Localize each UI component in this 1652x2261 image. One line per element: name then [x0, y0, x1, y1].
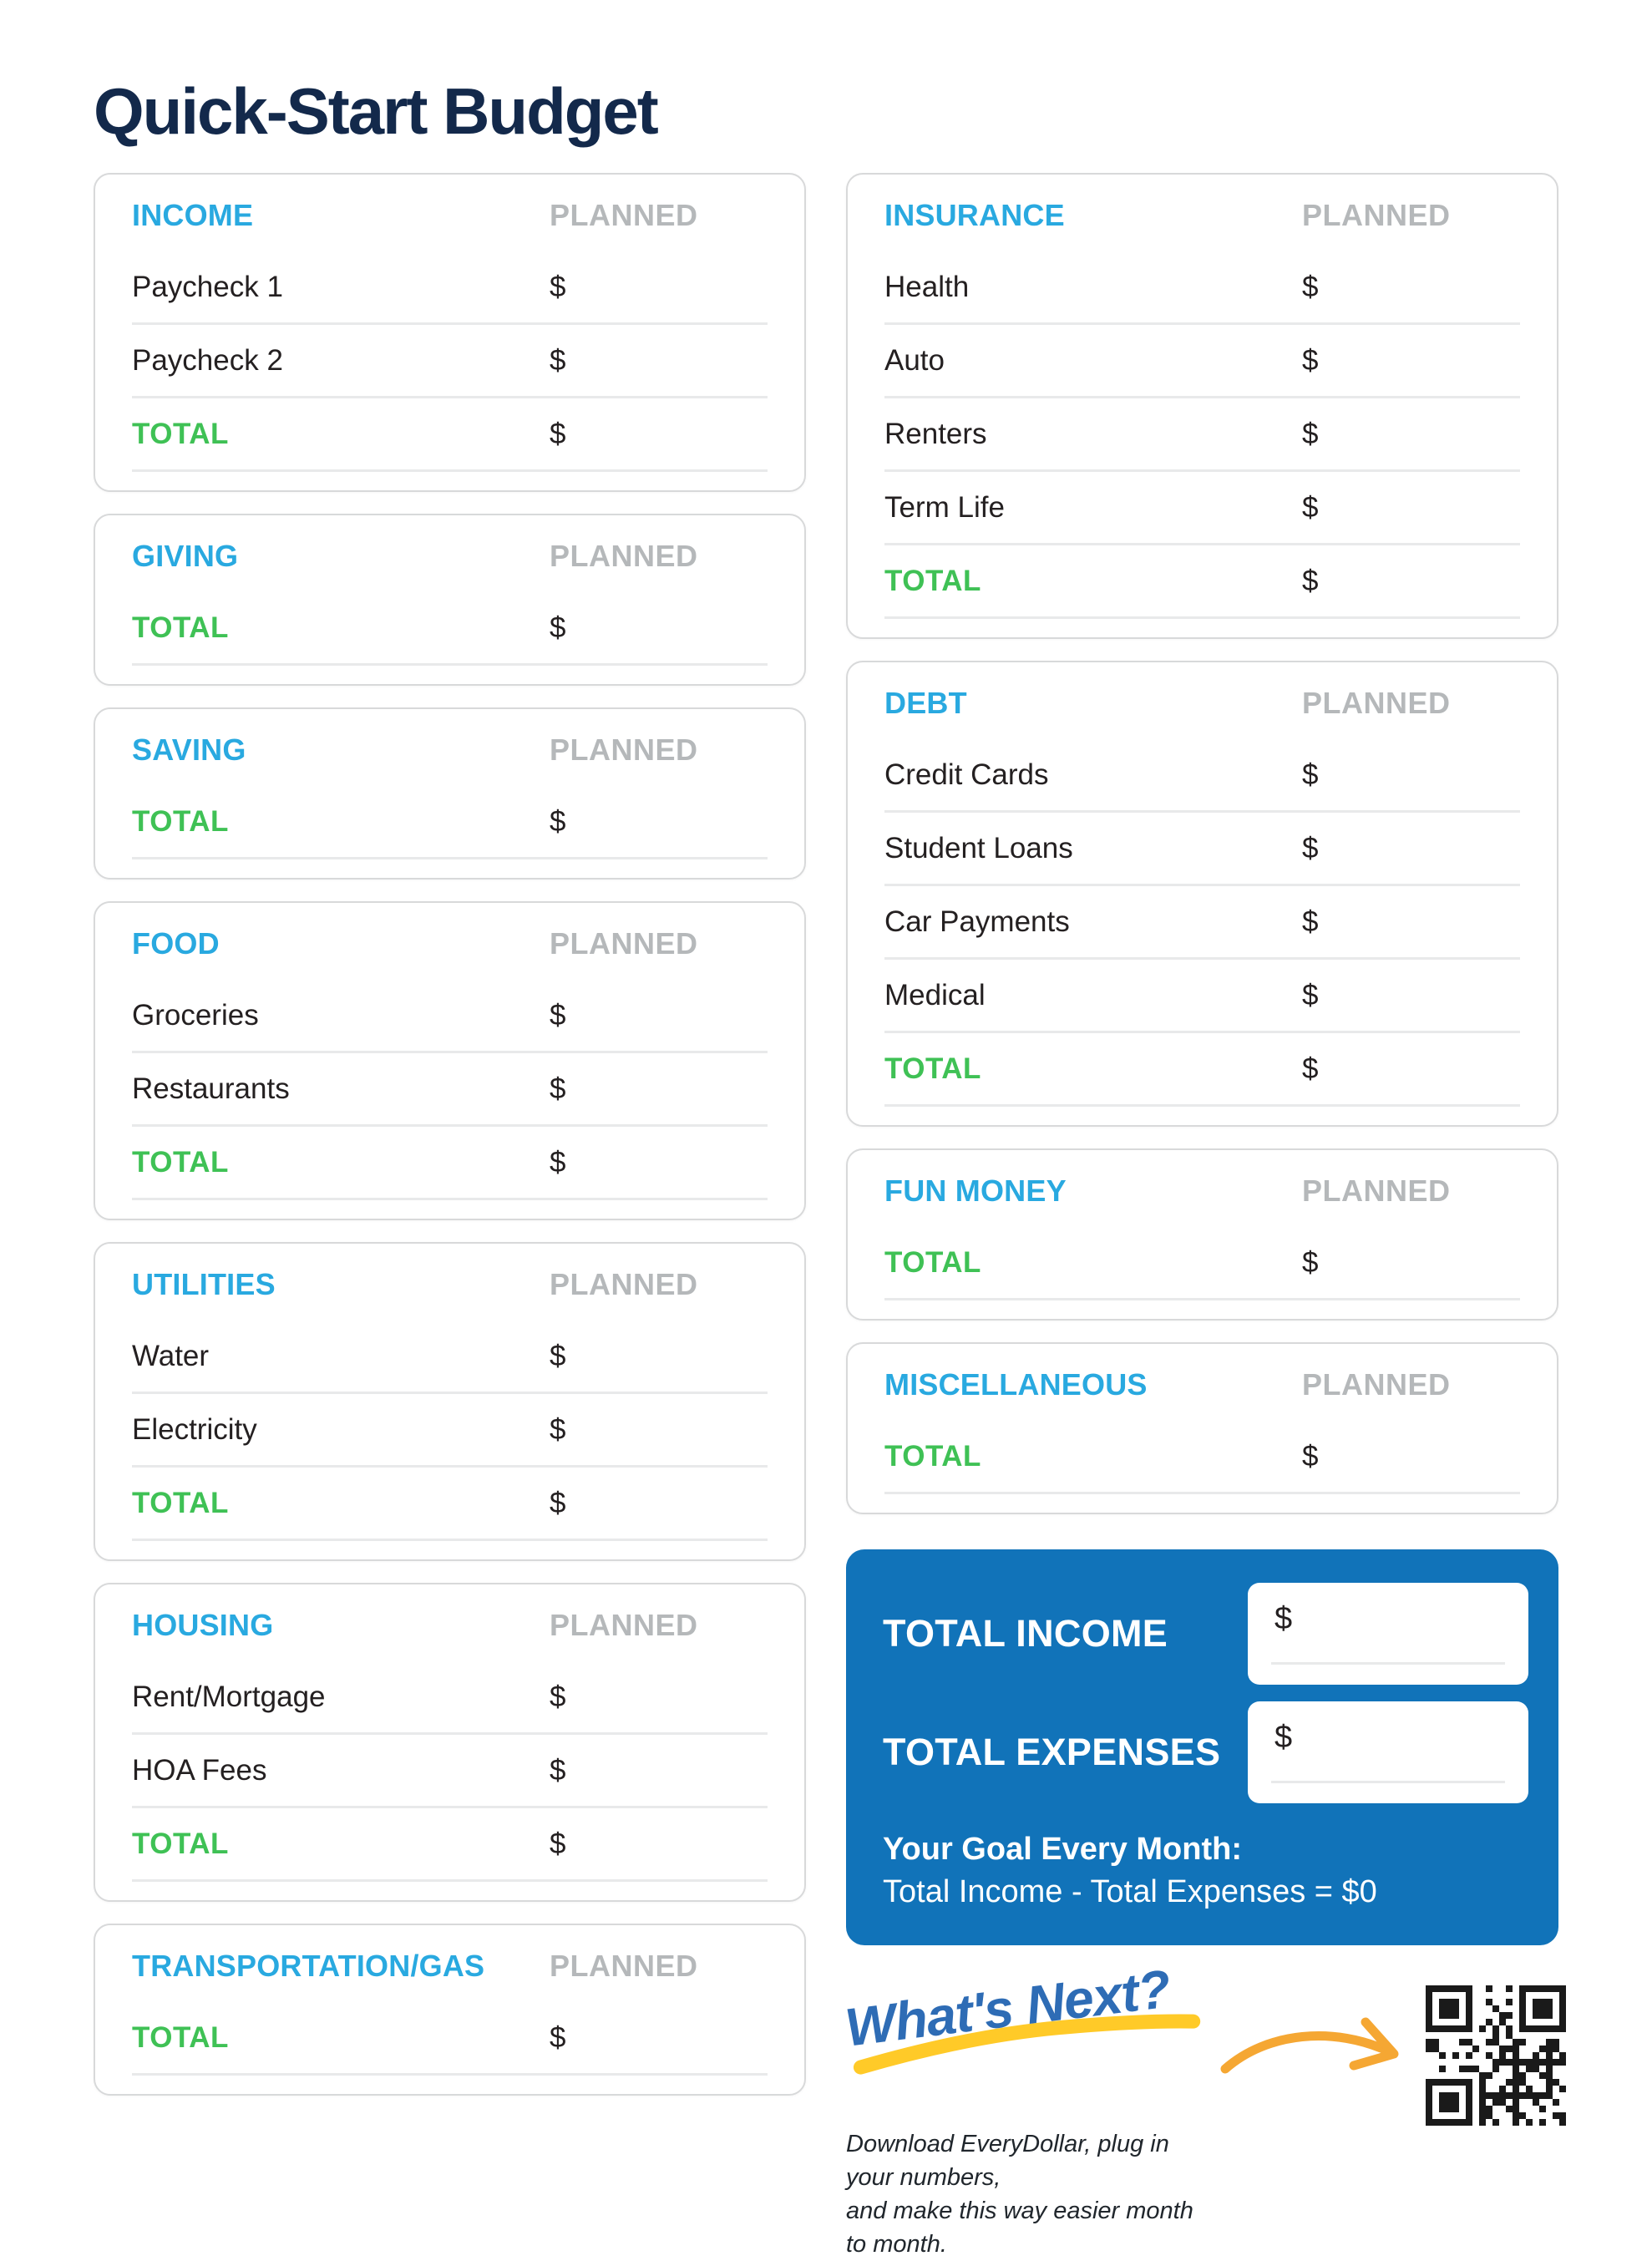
- card-title: UTILITIES: [132, 1267, 276, 1301]
- row-label: Water: [132, 1339, 210, 1372]
- row-amount-field: $: [1302, 905, 1319, 938]
- row-label: Renters: [884, 417, 987, 450]
- row-amount-field: $: [550, 1486, 566, 1519]
- planned-column-header: PLANNED: [550, 733, 698, 767]
- card-header: [132, 1949, 768, 1994]
- card-title: INSURANCE: [884, 198, 1065, 232]
- whats-next-left: [842, 1958, 1205, 2261]
- card-rows: [132, 2002, 768, 2076]
- total-expenses-row: [883, 1701, 1528, 1803]
- budget-row: [884, 251, 1520, 325]
- total-expenses-field: [1248, 1701, 1528, 1803]
- row-label: TOTAL: [884, 564, 981, 597]
- write-in-line: [1271, 1781, 1505, 1783]
- row-label: TOTAL: [132, 1827, 229, 1860]
- whats-next-text: What's Next?: [842, 1958, 1173, 2058]
- total-row: [884, 545, 1520, 619]
- card-rows: [884, 1227, 1520, 1300]
- budget-row: [884, 472, 1520, 545]
- row-amount-field: $: [550, 1680, 566, 1713]
- budget-row: [132, 1321, 768, 1394]
- row-label: Groceries: [132, 998, 259, 1032]
- budget-row: [884, 960, 1520, 1033]
- row-label: Paycheck 2: [132, 343, 283, 377]
- card-income: [94, 173, 806, 492]
- download-caption: [846, 2127, 1205, 2261]
- right-column: [842, 173, 1558, 2261]
- row-label: TOTAL: [132, 1145, 229, 1179]
- total-row: [132, 592, 768, 666]
- row-amount-field: $: [550, 1753, 566, 1787]
- row-label: Medical: [884, 978, 986, 1011]
- budget-row: [884, 739, 1520, 813]
- row-amount-field: $: [550, 1072, 566, 1105]
- row-amount-field: $: [550, 1145, 566, 1179]
- card-rows: [132, 980, 768, 1200]
- row-amount-field: $: [550, 611, 566, 644]
- goal-block: [883, 1832, 1528, 1910]
- row-label: TOTAL: [132, 2020, 229, 2054]
- whats-next-section: [842, 1958, 1558, 2261]
- card-housing: [94, 1583, 806, 1902]
- card-giving: [94, 514, 806, 686]
- total-row: [132, 786, 768, 859]
- row-amount-field: $: [550, 343, 566, 377]
- whats-next-script: [839, 1939, 1210, 2106]
- total-row: [132, 398, 768, 472]
- row-amount-field: $: [550, 804, 566, 838]
- total-expenses-label: TOTAL EXPENSES: [883, 1731, 1221, 1773]
- row-amount-field: $: [550, 417, 566, 450]
- card-rows: [132, 251, 768, 472]
- row-amount-field: $: [1302, 831, 1319, 864]
- row-amount-field: $: [550, 270, 566, 303]
- row-label: TOTAL: [884, 1439, 981, 1473]
- row-label: TOTAL: [132, 611, 229, 644]
- caption-line-2: and make this way easier month to month.: [846, 2198, 1193, 2258]
- write-in-line: [1271, 1662, 1505, 1665]
- planned-column-header: PLANNED: [1302, 686, 1451, 720]
- card-food: [94, 901, 806, 1220]
- planned-column-header: PLANNED: [550, 926, 698, 961]
- planned-column-header: PLANNED: [550, 198, 698, 232]
- card-header: [884, 1174, 1520, 1219]
- row-amount-field: $: [1302, 978, 1319, 1011]
- card-transportation-gas: [94, 1924, 806, 2096]
- planned-column-header: PLANNED: [1302, 1174, 1451, 1208]
- qr-code: [1426, 1985, 1566, 2126]
- row-label: Rent/Mortgage: [132, 1680, 326, 1713]
- card-miscellaneous: [846, 1342, 1558, 1514]
- row-amount-field: $: [1302, 270, 1319, 303]
- card-header: [132, 926, 768, 971]
- row-label: Car Payments: [884, 905, 1070, 938]
- card-title: HOUSING: [132, 1608, 274, 1642]
- planned-column-header: PLANNED: [1302, 198, 1451, 232]
- card-header: [132, 198, 768, 243]
- row-label: Credit Cards: [884, 758, 1049, 791]
- row-label: TOTAL: [884, 1245, 981, 1279]
- right-column-extra: [842, 1536, 1558, 2261]
- card-title: MISCELLANEOUS: [884, 1367, 1148, 1402]
- planned-column-header: PLANNED: [1302, 1367, 1451, 1402]
- row-amount-field: $: [1302, 564, 1319, 597]
- row-label: Restaurants: [132, 1072, 290, 1105]
- row-label: TOTAL: [884, 1052, 981, 1085]
- row-amount-field: $: [550, 2020, 566, 2054]
- card-header: [132, 539, 768, 584]
- card-title: TRANSPORTATION/GAS: [132, 1949, 485, 1983]
- card-rows: [132, 1661, 768, 1882]
- planned-column-header: PLANNED: [550, 539, 698, 573]
- card-debt: [846, 661, 1558, 1127]
- page-title: Quick-Start Budget: [94, 74, 657, 148]
- row-label: Student Loans: [884, 831, 1073, 864]
- card-title: GIVING: [132, 539, 239, 573]
- total-income-label: TOTAL INCOME: [883, 1612, 1168, 1655]
- card-rows: [132, 786, 768, 859]
- budget-row: [132, 325, 768, 398]
- row-amount-field: $: [550, 1412, 566, 1446]
- row-amount-field: $: [1302, 490, 1319, 524]
- card-rows: [884, 251, 1520, 619]
- total-row: [132, 1127, 768, 1200]
- budget-row: [132, 251, 768, 325]
- planned-column-header: PLANNED: [550, 1949, 698, 1983]
- row-amount-field: $: [1302, 417, 1319, 450]
- budget-row: [132, 1735, 768, 1808]
- total-row: [132, 1808, 768, 1882]
- row-label: TOTAL: [132, 1486, 229, 1519]
- row-label: TOTAL: [132, 804, 229, 838]
- row-amount-field: $: [1302, 758, 1319, 791]
- budget-row: [884, 813, 1520, 886]
- budget-row: [132, 1394, 768, 1468]
- card-header: [132, 1608, 768, 1653]
- currency-symbol: $: [1274, 1720, 1293, 1755]
- budget-row: [132, 1661, 768, 1735]
- row-label: Health: [884, 270, 970, 303]
- budget-row: [884, 398, 1520, 472]
- row-amount-field: $: [1302, 1052, 1319, 1085]
- goal-formula: Total Income - Total Expenses = $0: [883, 1874, 1377, 1909]
- budget-columns: [0, 173, 1652, 2261]
- total-income-field: [1248, 1583, 1528, 1685]
- row-label: Auto: [884, 343, 945, 377]
- row-amount-field: $: [1302, 1245, 1319, 1279]
- budget-row: [884, 325, 1520, 398]
- budget-row: [132, 980, 768, 1053]
- total-row: [132, 2002, 768, 2076]
- card-title: FOOD: [132, 926, 220, 961]
- row-amount-field: $: [550, 1339, 566, 1372]
- budget-row: [132, 1053, 768, 1127]
- card-header: [132, 733, 768, 778]
- card-rows: [132, 1321, 768, 1541]
- row-label: Term Life: [884, 490, 1005, 524]
- currency-symbol: $: [1274, 1601, 1293, 1636]
- total-row: [884, 1033, 1520, 1107]
- card-header: [884, 1367, 1520, 1412]
- row-label: HOA Fees: [132, 1753, 267, 1787]
- card-header: [884, 198, 1520, 243]
- card-saving: [94, 707, 806, 880]
- card-title: DEBT: [884, 686, 967, 720]
- card-utilities: [94, 1242, 806, 1561]
- card-rows: [884, 1421, 1520, 1494]
- total-row: [132, 1468, 768, 1541]
- total-row: [884, 1227, 1520, 1300]
- row-label: TOTAL: [132, 417, 229, 450]
- card-header: [884, 686, 1520, 731]
- card-rows: [132, 592, 768, 666]
- row-amount-field: $: [1302, 343, 1319, 377]
- card-title: FUN MONEY: [884, 1174, 1067, 1208]
- card-rows: [884, 739, 1520, 1107]
- totals-summary-box: [846, 1549, 1558, 1945]
- row-amount-field: $: [550, 1827, 566, 1860]
- planned-column-header: PLANNED: [550, 1267, 698, 1301]
- total-income-row: [883, 1583, 1528, 1685]
- row-label: Electricity: [132, 1412, 257, 1446]
- curved-arrow-icon: [1217, 2004, 1426, 2104]
- budget-row: [884, 886, 1520, 960]
- card-header: [132, 1267, 768, 1312]
- goal-heading: Your Goal Every Month:: [883, 1832, 1243, 1867]
- row-amount-field: $: [1302, 1439, 1319, 1473]
- card-fun-money: [846, 1148, 1558, 1321]
- row-label: Paycheck 1: [132, 270, 283, 303]
- card-insurance: [846, 173, 1558, 639]
- row-amount-field: $: [550, 998, 566, 1032]
- left-column: [94, 173, 806, 2261]
- card-title: INCOME: [132, 198, 254, 232]
- caption-line-1: Download EveryDollar, plug in your numbers,: [846, 2131, 1169, 2192]
- total-row: [884, 1421, 1520, 1494]
- planned-column-header: PLANNED: [550, 1608, 698, 1642]
- card-title: SAVING: [132, 733, 246, 767]
